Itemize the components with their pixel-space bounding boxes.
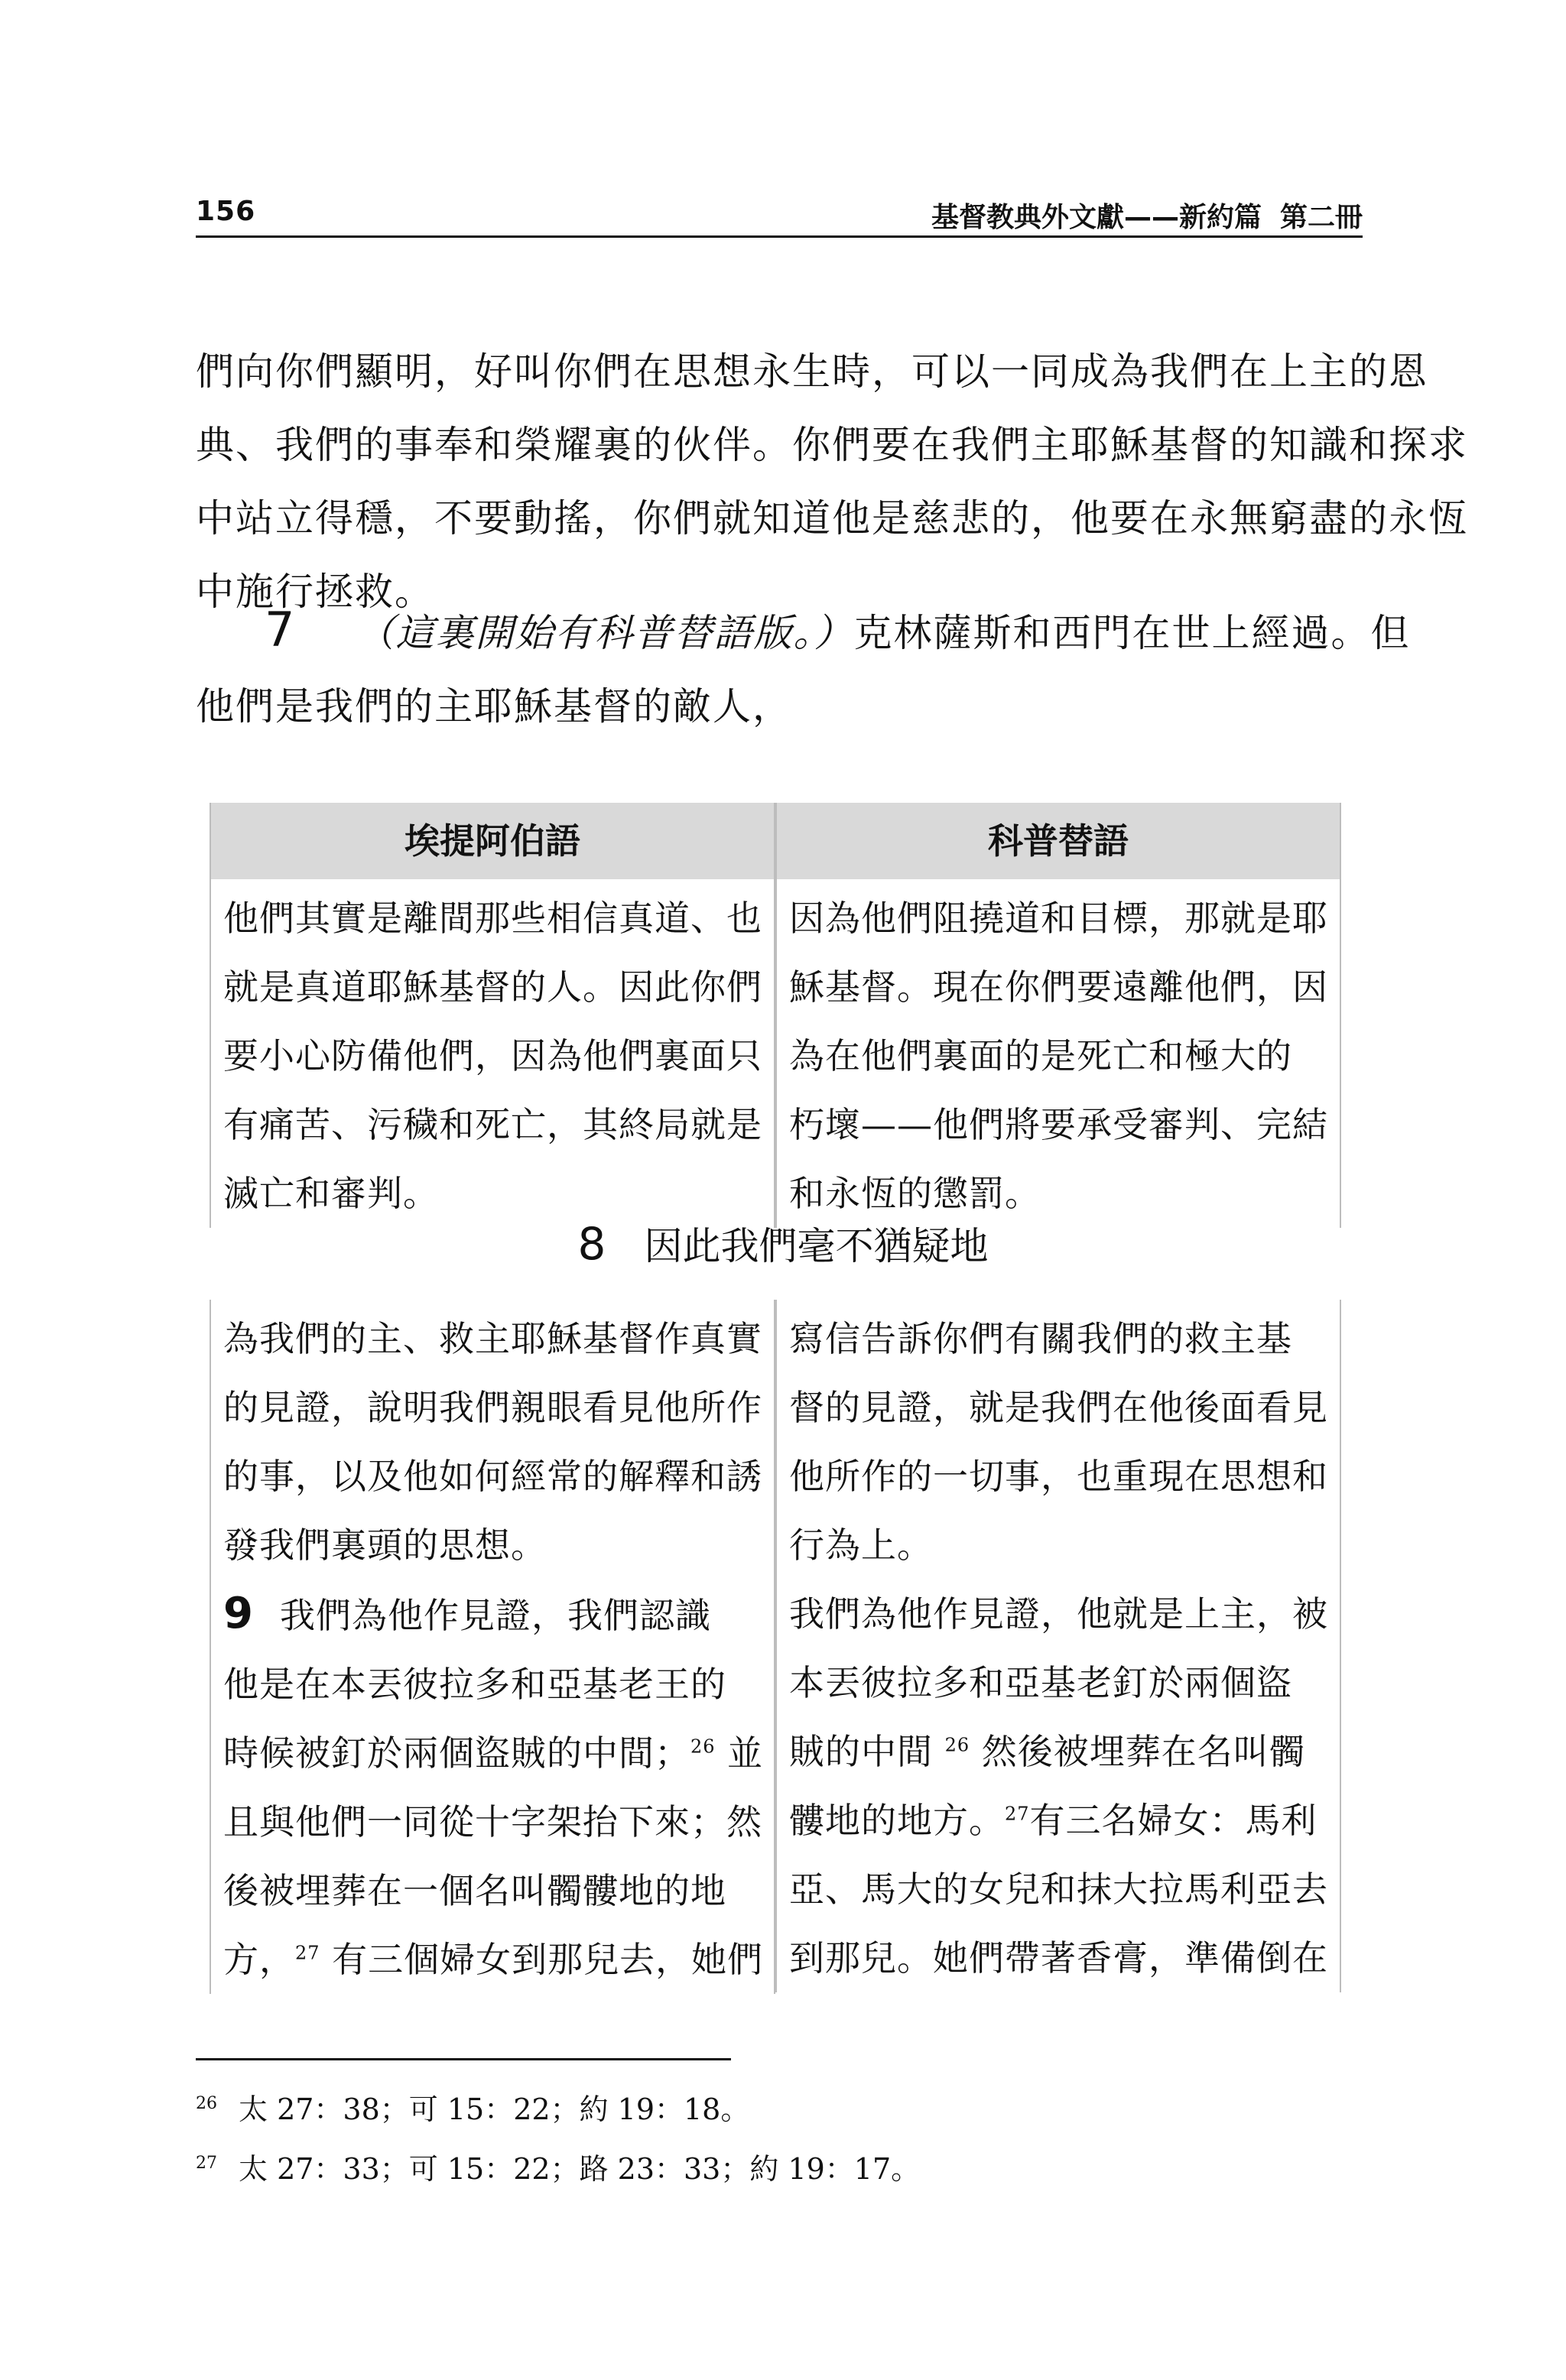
verse-number: 7 [265,602,297,658]
column-line: 要小心防備他們，因為他們裏面只 [223,1035,762,1076]
page-header [196,193,1363,239]
column-line: 且與他們一同從十字架抬下來；然 [223,1801,762,1843]
running-title [931,196,1363,235]
line-text: 方， [223,1939,295,1980]
column-line: 本丟彼拉多和亞基老釘於兩個盜 [789,1662,1292,1703]
column-line: 穌基督。現在你們要遠離他們，因 [789,966,1328,1008]
column-body [210,879,775,1228]
footnote-text: 太 27：33；可 15：22；路 23：33；約 19：17。 [239,2152,921,2186]
column-line [223,1719,762,1787]
book-title: 基督教典外文獻——新約篇 [931,202,1262,233]
column-line: 他是在本丟彼拉多和亞基老王的 [223,1664,726,1705]
column-line: 亞、馬大的女兒和抹大拉馬利亞去 [789,1869,1328,1910]
column-line [789,1717,1327,1786]
verse-8-line [0,1209,1566,1281]
column-line: 的事，以及他如何經常的解釋和誘 [223,1456,762,1497]
footnote-ref[interactable]: 27 [1005,1803,1030,1825]
column-line: 寫信告訴你們有關我們的救主基 [789,1318,1292,1359]
footnote-divider [196,2058,731,2060]
column-line: 後被埋葬在一個名叫髑髏地的地 [223,1870,726,1911]
paragraph-line: 他們是我們的主耶穌基督的敵人， [196,684,792,729]
line-text: 有三名婦女：馬利 [1029,1800,1317,1841]
page-number: 156 [196,196,256,227]
footnote-item: 27 太 27：33；可 15：22；路 23：33；約 19：17。 [196,2152,921,2186]
editorial-note: （這裏開始有科普替語版。） [356,611,854,655]
column-line: 有痛苦、污穢和死亡，其終局就是 [223,1104,762,1145]
column-line: 為在他們裏面的是死亡和極大的 [789,1035,1292,1076]
verse-text: 克林薩斯和西門在世上經過。但 [853,611,1411,655]
line-text: 有三個婦女到那兒去，她們 [332,1939,764,1980]
line-text: 賊的中間 [789,1731,933,1772]
column-line: 發我們裏頭的思想。 [223,1524,547,1566]
volume-label: 第二冊 [1279,202,1363,233]
column-line: 我們為他作見證，他就是上主，被 [789,1593,1328,1635]
column-coptic [775,1300,1341,1992]
column-line: 和永恆的懲罰。 [789,1173,1041,1214]
paragraph-line: 們向你們顯明，好叫你們在思想永生時，可以一同成為我們在上主的恩 [196,349,1428,394]
column-header-coptic: 科普替語 [775,803,1341,879]
column-line [223,1580,762,1650]
column-header-ethiopic: 埃提阿伯語 [210,803,775,879]
footnote-ref[interactable]: 26 [944,1734,970,1756]
column-body [775,1300,1341,1992]
column-line: 到那兒。她們帶著香膏，準備倒在 [789,1937,1328,1979]
verse-number: 9 [223,1589,254,1638]
paragraph-line: 中站立得穩，不要動搖，你們就知道他是慈悲的，他要在永無窮盡的永恆 [196,496,1468,541]
column-line: 他們其實是離間那些相信真道、也 [223,898,762,939]
paragraph-top [196,335,1468,628]
paragraph-verse-7 [196,593,1411,743]
column-line [223,1925,762,1994]
footnote-ref[interactable]: 26 [690,1735,716,1758]
column-body [775,879,1341,1228]
column-line [789,1786,1327,1855]
column-line: 他所作的一切事，也重現在思想和 [789,1456,1328,1497]
line-text: 時候被釘於兩個盜賊的中間； [223,1732,690,1774]
column-line: 朽壞——他們將要承受審判、完結 [789,1104,1328,1145]
paragraph-line: 中施行拯救。 [196,570,434,614]
column-line: 滅亡和審判。 [223,1173,439,1214]
footnotes [196,2080,1343,2199]
column-line: 的見證，說明我們親眼看見他所作 [223,1387,762,1428]
paragraph-line [196,593,1411,670]
verse-text: 因此我們毫不猶疑地 [644,1224,989,1268]
column-coptic [775,803,1341,1228]
footnote-text: 太 27：38；可 15：22；約 19：18。 [239,2093,750,2126]
footnote-item: 26 太 27：38；可 15：22；約 19：18。 [196,2093,750,2126]
column-line: 行為上。 [789,1524,933,1566]
verse-text: 我們為他作見證，我們認識 [279,1595,711,1636]
column-line: 為我們的主、救主耶穌基督作真實 [223,1318,762,1359]
paragraph-line: 典、我們的事奉和榮耀裏的伙伴。你們要在我們主耶穌基督的知識和探求 [196,423,1468,467]
column-body [210,1300,775,1994]
column-ethiopic [210,1300,775,1994]
column-ethiopic [210,803,775,1228]
column-line: 因為他們阻撓道和目標，那就是耶 [789,898,1328,939]
column-line: 就是真道耶穌基督的人。因此你們 [223,966,762,1008]
line-text: 然後被埋葬在名叫髑 [981,1731,1305,1772]
column-line: 督的見證，就是我們在他後面看見 [789,1387,1328,1428]
line-text: 並 [727,1732,764,1774]
footnote-ref[interactable]: 27 [295,1942,320,1964]
verse-number: 8 [577,1218,606,1270]
line-text: 髏地的地方。 [789,1800,1005,1841]
header-divider [196,235,1363,238]
